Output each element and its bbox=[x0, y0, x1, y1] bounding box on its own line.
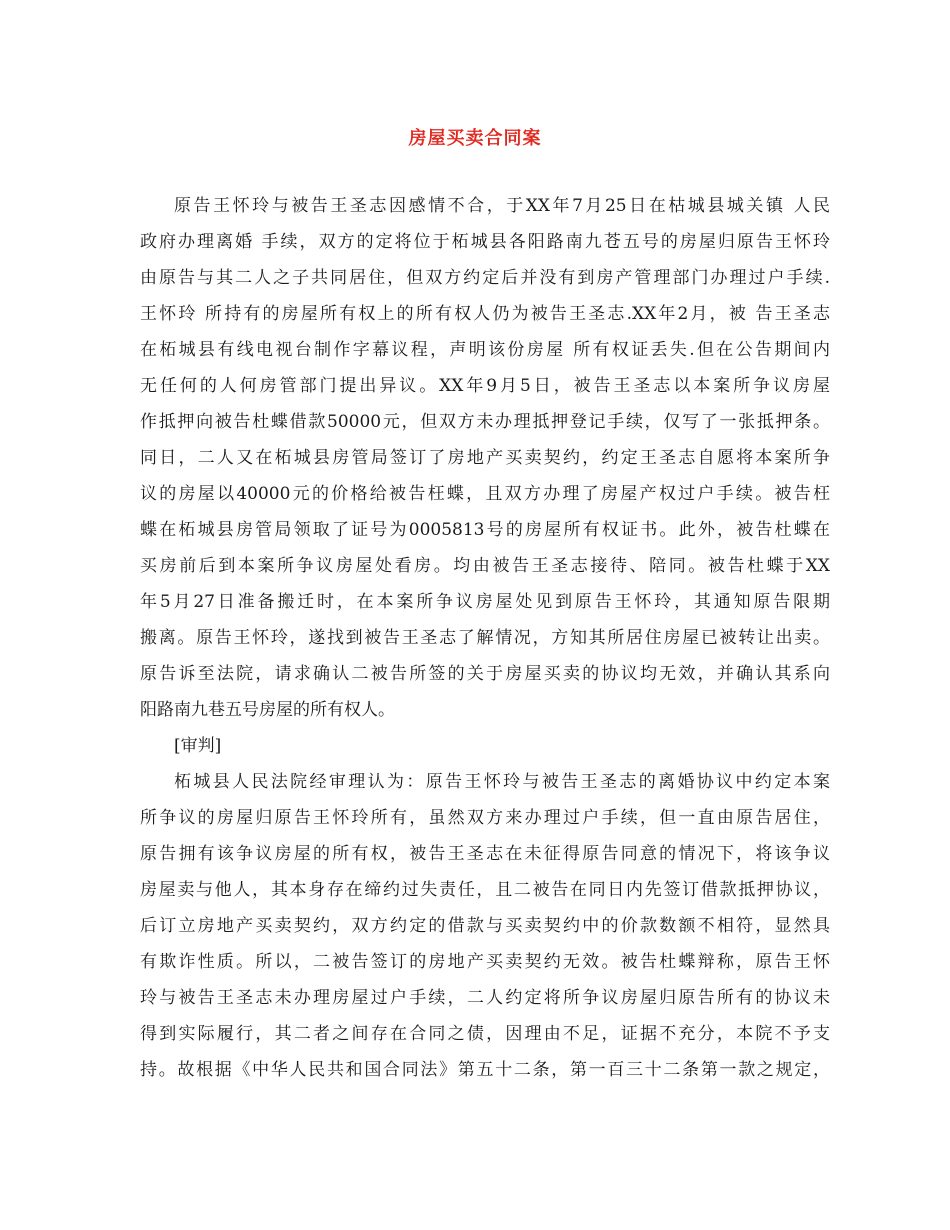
paragraph-line: 买房前后到本案所争议房屋处看房。均由被告王圣志接待、陪同。被告杜蝶于XX bbox=[140, 556, 830, 576]
paragraph-line: 王怀玲 所持有的房屋所有权上的所有权人仍为被告王圣志.XX年2月，被 告王圣志 bbox=[140, 304, 830, 324]
paragraph-line: 无任何的人何房管部门提出异议。XX年9月5日，被告王圣志以本案所争议房屋 bbox=[140, 376, 830, 396]
paragraph-line: 有欺诈性质。所以，二被告签订的房地产买卖契约无效。被告杜蝶辩称，原告王怀 bbox=[140, 952, 830, 972]
section-heading: [审判] bbox=[174, 736, 222, 756]
paragraph-line: 持。故根据《中华人民共和国合同法》第五十二条，第一百三十二条第一款之规定， bbox=[140, 1060, 830, 1080]
paragraph-line: 政府办理离婚 手续，双方的定将位于柘城县各阳路南九苍五号的房屋归原告王怀玲 bbox=[140, 232, 830, 252]
paragraph-line: 后订立房地产买卖契约，双方约定的借款与买卖契约中的价款数额不相符，显然具 bbox=[140, 916, 830, 936]
paragraph-line: 房屋卖与他人，其本身存在缔约过失责任，且二被告在同日内先签订借款抵押协议， bbox=[140, 880, 830, 900]
paragraph-line: 年5月27日准备搬迁时，在本案所争议房屋处见到原告王怀玲，其通知原告限期 bbox=[140, 592, 830, 612]
paragraph-line: 所争议的房屋归原告王怀玲所有，虽然双方来办理过户手续，但一直由原告居住， bbox=[140, 808, 830, 828]
document-title: 房屋买卖合同案 bbox=[408, 128, 542, 149]
paragraph-line: 得到实际履行，其二者之间存在合同之债，因理由不足，证据不充分，本院不予支 bbox=[140, 1024, 830, 1044]
paragraph-line: 阳路南九巷五号房屋的所有权人。 bbox=[140, 700, 395, 720]
paragraph-line: 议的房屋以40000元的价格给被告枉蝶，且双方办理了房屋产权过户手续。被告枉 bbox=[140, 484, 830, 504]
paragraph-line: 原告拥有该争议房屋的所有权，被告王圣志在未征得原告同意的情况下，将该争议 bbox=[140, 844, 830, 864]
paragraph-line: 同日，二人又在柘城县房管局签订了房地产买卖契约，约定王圣志自愿将本案所争 bbox=[140, 448, 830, 468]
paragraph-line: 搬离。原告王怀玲，遂找到被告王圣志了解情况，方知其所居住房屋已被转让出卖。 bbox=[140, 628, 830, 648]
paragraph-line: 原告王怀玲与被告王圣志因感情不合，于XX年7月25日在枯城县城关镇 人民 bbox=[174, 196, 830, 216]
paragraph-line: 玲与被告王圣志未办理房屋过户手续，二人约定将所争议房屋归原告所有的协议未 bbox=[140, 988, 830, 1008]
paragraph-line: 原告诉至法院，请求确认二被告所签的关于房屋买卖的协议均无效，并确认其系向 bbox=[140, 664, 830, 684]
paragraph-line: 在柘城县有线电视台制作字幕议程，声明该份房屋 所有权证丢失.但在公告期间内 bbox=[140, 340, 830, 360]
paragraph-line: 作抵押向被告杜蝶借款50000元，但双方未办理抵押登记手续，仅写了一张抵押条。 bbox=[140, 412, 830, 432]
paragraph-line: 蝶在柘城县房管局领取了证号为0005813号的房屋所有权证书。此外，被告杜蝶在 bbox=[140, 520, 830, 540]
paragraph-line: 柘城县人民法院经审理认为：原告王怀玲与被告王圣志的离婚协议中约定本案 bbox=[174, 772, 830, 792]
paragraph-line: 由原告与其二人之子共同居住，但双方约定后并没有到房产管理部门办理过户手续. bbox=[140, 268, 830, 288]
